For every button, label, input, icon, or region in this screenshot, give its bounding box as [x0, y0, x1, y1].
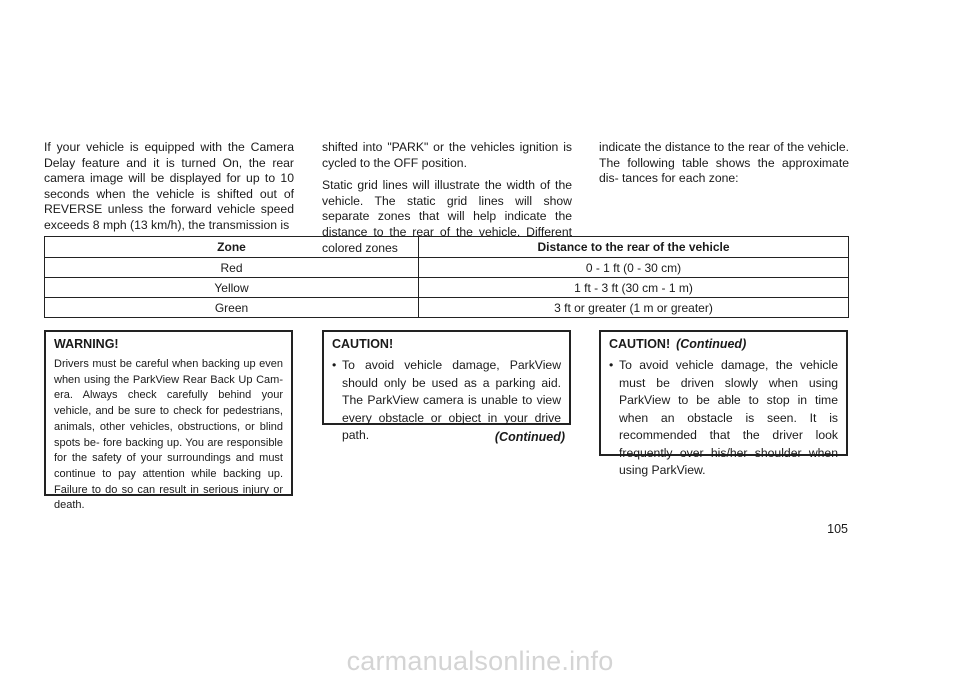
caution-continued-box: [599, 330, 848, 477]
caution-title: CAUTION!: [332, 337, 394, 351]
paragraph-static-grid-lines: Static grid lines will illustrate the width of the vehicle. The static grid lines will show separate zones that will help indicate the distance to the rear of the vehicle. Different colored zones: [322, 178, 572, 255]
warning-box: [44, 330, 293, 512]
paragraph-camera-delay: If your vehicle is equipped with the Camera Delay feature and it is turned On, the rear camera image will be displayed for up to 10 seconds when the vehicle is shifted out of REVERSE unless the forward vehicle speed exceeds 8 mph (13 km/h), the transmission is: [44, 140, 294, 232]
text-column-1: [44, 140, 294, 241]
caution-title-text: CAUTION!: [609, 337, 671, 351]
zone-cell: Green: [45, 298, 419, 318]
caution-bullet-text: To avoid vehicle damage, ParkView should only be used as a parking aid. The ParkView camera is unable to view every obstacle or object in your drive path.: [342, 358, 561, 442]
caution-continued-title: [609, 337, 838, 351]
continued-label: (Continued): [494, 430, 565, 444]
distance-cell: 0 - 1 ft (0 - 30 cm): [419, 258, 849, 278]
paragraph-zone-distance: indicate the distance to the rear of the vehicle. The following table shows the approximate dis- tances for each zone:: [599, 140, 849, 186]
header-distance: Distance to the rear of the vehicle: [419, 237, 849, 258]
caution-title-suffix: (Continued): [676, 337, 747, 351]
table-row: [45, 278, 849, 298]
paragraph-park-ignition: shifted into "PARK" or the vehicles ignition is cycled to the OFF position.: [322, 140, 572, 170]
warning-title: WARNING!: [54, 337, 119, 351]
site-watermark: carmanualsonline.info: [346, 646, 614, 676]
zone-cell: Red: [45, 258, 419, 278]
text-column-3: [599, 140, 849, 194]
table-row: [45, 298, 849, 318]
bullet-icon: •: [609, 358, 614, 372]
distance-cell: 1 ft - 3 ft (30 cm - 1 m): [419, 278, 849, 298]
page-number: 105: [827, 522, 848, 536]
caution-bullet-item: [609, 357, 838, 480]
distance-cell: 3 ft or greater (1 m or greater): [419, 298, 849, 318]
warning-body: Drivers must be careful when backing up even when using the ParkView Rear Back Up Cam- era. Always check carefully behind your vehicle, and be sure to check for pedestrians, animals, other vehicles, obstructions, or blind spots be- fore backing up. You are responsible for the safety of your surroundings and must continue to pay attention while backing up. Failure to do so can result in serious injury or death.: [54, 358, 283, 512]
header-zone: Zone: [45, 237, 419, 258]
zone-cell: Yellow: [45, 278, 419, 298]
bullet-icon: •: [332, 358, 337, 372]
table-header-row: [45, 237, 849, 258]
caution-bullet-text: To avoid vehicle damage, the vehicle must be driven slowly when using ParkView to be able to stop in time when an obstacle is seen. It is recommended that the driver look frequently over his/her shoulder when using ParkView.: [619, 358, 838, 477]
zone-distance-table: [44, 236, 849, 318]
table-row: [45, 258, 849, 278]
